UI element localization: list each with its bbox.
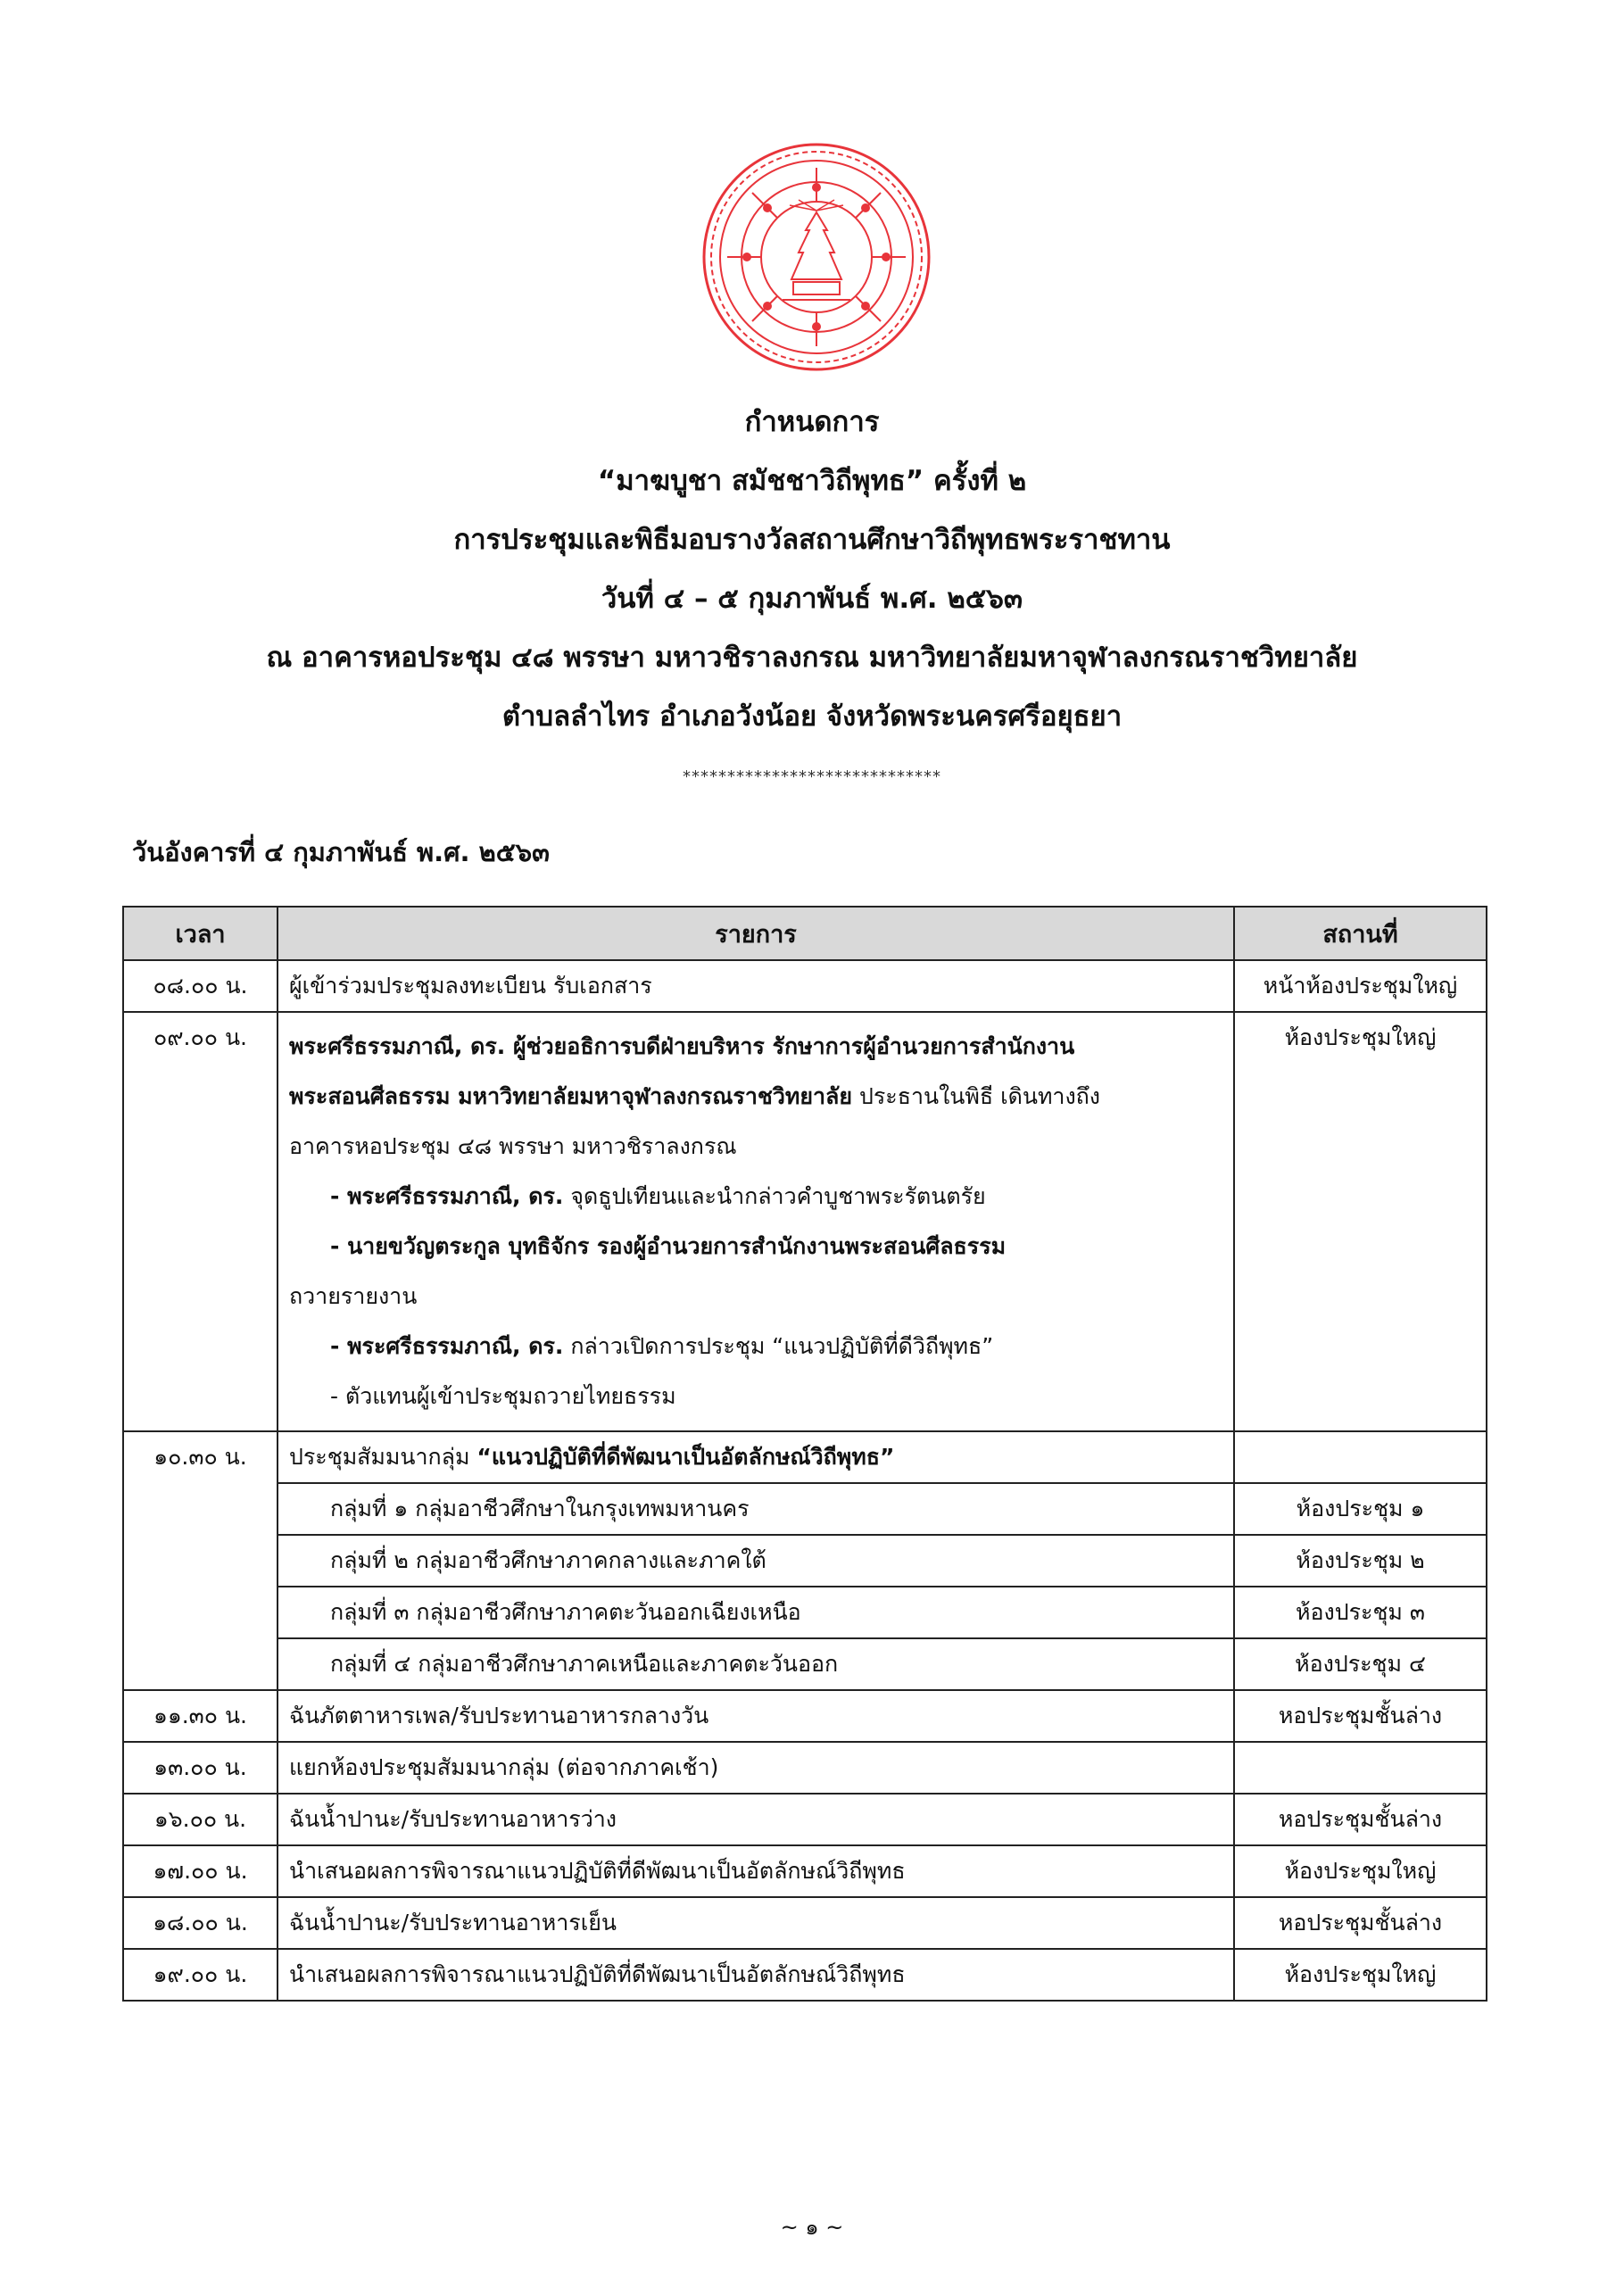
row-place: หอประชุมชั้นล่าง <box>1234 1794 1487 1845</box>
title-line-6: ตำบลลำไทร อำเภอวังน้อย จังหวัดพระนครศรีอยุธยา <box>501 700 1123 733</box>
group-item <box>278 1483 1234 1535</box>
opening-bullet-2-cont: ถวายรายงาน <box>289 1283 418 1309</box>
table-header-row <box>123 907 1487 960</box>
opening-bullet-4: - ตัวแทนผู้เข้าประชุมถวายไทยธรรม <box>330 1383 676 1409</box>
row-time: ๐๙.๐๐ น. <box>123 1012 278 1431</box>
table-row <box>123 1431 1487 1483</box>
title-line-2: “มาฆบูชา สมัชชาวิถีพุทธ” ครั้งที่ ๒ <box>597 465 1027 497</box>
header-item: รายการ <box>278 907 1234 960</box>
university-seal <box>700 141 932 373</box>
row-time: ๑๓.๐๐ น. <box>123 1742 278 1794</box>
separator: ***************************** <box>683 767 941 786</box>
title-line-3: การประชุมและพิธีมอบรางวัลสถานศึกษาวิถีพุทธพระราชทาน <box>453 524 1171 556</box>
document-title <box>125 393 1499 746</box>
row-item: แยกห้องประชุมสัมมนากลุ่ม (ต่อจากภาคเช้า) <box>278 1742 1234 1794</box>
row-time: ๑๘.๐๐ น. <box>123 1897 278 1949</box>
row-place: หน้าห้องประชุมใหญ่ <box>1234 960 1487 1012</box>
row-place <box>1234 1431 1487 1483</box>
row-time: ๑๙.๐๐ น. <box>123 1949 278 2001</box>
row-time: ๑๖.๐๐ น. <box>123 1794 278 1845</box>
opening-bullet-2: - นายขวัญตระกูล บุทธิจักร รองผู้อำนวยการสำนักงานพระสอนศีลธรรม <box>330 1233 1007 1259</box>
row-place: ห้องประชุมใหญ่ <box>1234 1012 1487 1431</box>
opening-bullet-3 <box>289 1322 1222 1372</box>
row-item: นำเสนอผลการพิจารณาแนวปฏิบัติที่ดีพัฒนาเป็นอัตลักษณ์วิถีพุทธ <box>278 1949 1234 2001</box>
opening-line-2-rest: ประธานในพิธี เดินทางถึง <box>852 1083 1101 1109</box>
header-time: เวลา <box>123 907 278 960</box>
opening-line-2 <box>289 1072 1222 1122</box>
group-label: กลุ่มที่ ๒ กลุ่มอาชีวศึกษาภาคกลางและภาคใต้ <box>330 1547 766 1573</box>
group-label: กลุ่มที่ ๓ กลุ่มอาชีวศึกษาภาคตะวันออกเฉียงเหนือ <box>330 1599 801 1625</box>
row-time: ๐๘.๐๐ น. <box>123 960 278 1012</box>
bullet-3-bold: - พระศรีธรรมภาณี, ดร. <box>330 1333 564 1359</box>
table-row <box>123 1742 1487 1794</box>
bullet-1-bold: - พระศรีธรรมภาณี, ดร. <box>330 1183 564 1209</box>
university-seal-icon <box>700 141 932 373</box>
row-item-seminar <box>278 1431 1234 1483</box>
table-row <box>123 1794 1487 1845</box>
row-time: ๑๗.๐๐ น. <box>123 1845 278 1897</box>
title-line-5: ณ อาคารหอประชุม ๔๘ พรรษา มหาวชิราลงกรณ มหาวิทยาลัยมหาจุฬาลงกรณราชวิทยาลัย <box>266 642 1358 674</box>
table-row <box>123 1949 1487 2001</box>
page-number: ~ ๑ ~ <box>780 2215 844 2240</box>
bullet-1-rest: จุดธูปเทียนและนำกล่าวคำบูชาพระรัตนตรัย <box>563 1183 986 1209</box>
group-label: กลุ่มที่ ๔ กลุ่มอาชีวศึกษาภาคเหนือและภาคตะวันออก <box>330 1651 839 1677</box>
table-row <box>123 1535 1487 1587</box>
day-heading: วันอังคารที่ ๔ กุมภาพันธ์ พ.ศ. ๒๕๖๓ <box>132 837 550 867</box>
table-row <box>123 1012 1487 1431</box>
group-item <box>278 1638 1234 1690</box>
group-item <box>278 1587 1234 1638</box>
table-row <box>123 1690 1487 1742</box>
row-item: ฉันน้ำปานะ/รับประทานอาหารเย็น <box>278 1897 1234 1949</box>
row-place: หอประชุมชั้นล่าง <box>1234 1897 1487 1949</box>
group-label: กลุ่มที่ ๑ กลุ่มอาชีวศึกษาในกรุงเทพมหานคร <box>330 1496 750 1521</box>
row-time: ๑๐.๓๐ น. <box>123 1431 278 1690</box>
row-place: ห้องประชุมใหญ่ <box>1234 1845 1487 1897</box>
row-time: ๑๑.๓๐ น. <box>123 1690 278 1742</box>
table-row <box>123 1897 1487 1949</box>
schedule-table <box>122 906 1487 2002</box>
table-row <box>123 1638 1487 1690</box>
opening-line-2-bold: พระสอนศีลธรรม มหาวิทยาลัยมหาจุฬาลงกรณราชวิทยาลัย <box>289 1083 853 1109</box>
row-place: หอประชุมชั้นล่าง <box>1234 1690 1487 1742</box>
group-place: ห้องประชุม ๑ <box>1234 1483 1487 1535</box>
table-row <box>123 960 1487 1012</box>
title-line-1: กำหนดการ <box>744 406 880 438</box>
header-place: สถานที่ <box>1234 907 1487 960</box>
row-item: นำเสนอผลการพิจารณาแนวปฏิบัติที่ดีพัฒนาเป็นอัตลักษณ์วิถีพุทธ <box>278 1845 1234 1897</box>
title-line-4: วันที่ ๔ – ๕ กุมภาพันธ์ พ.ศ. ๒๕๖๓ <box>601 583 1023 615</box>
opening-line-1: พระศรีธรรมภาณี, ดร. ผู้ช่วยอธิการบดีฝ่ายบริหาร รักษาการผู้อำนวยการสำนักงาน <box>289 1033 1075 1059</box>
row-item: ผู้เข้าร่วมประชุมลงทะเบียน รับเอกสาร <box>278 960 1234 1012</box>
table-row <box>123 1845 1487 1897</box>
row-place <box>1234 1742 1487 1794</box>
row-place: ห้องประชุมใหญ่ <box>1234 1949 1487 2001</box>
table-row <box>123 1587 1487 1638</box>
opening-bullet-1 <box>289 1172 1222 1222</box>
seminar-prefix: ประชุมสัมมนากลุ่ม <box>289 1444 477 1470</box>
row-item: ฉันน้ำปานะ/รับประทานอาหารว่าง <box>278 1794 1234 1845</box>
row-item-opening-ceremony <box>278 1012 1234 1431</box>
group-place: ห้องประชุม ๔ <box>1234 1638 1487 1690</box>
group-item <box>278 1535 1234 1587</box>
table-row <box>123 1483 1487 1535</box>
seminar-title: “แนวปฏิบัติที่ดีพัฒนาเป็นอัตลักษณ์วิถีพุทธ” <box>476 1444 895 1470</box>
bullet-3-rest: กล่าวเปิดการประชุม “แนวปฏิบัติที่ดีวิถีพุทธ” <box>563 1333 994 1359</box>
row-item: ฉันภัตตาหารเพล/รับประทานอาหารกลางวัน <box>278 1690 1234 1742</box>
group-place: ห้องประชุม ๒ <box>1234 1535 1487 1587</box>
opening-line-3: อาคารหอประชุม ๔๘ พรรษา มหาวชิราลงกรณ <box>289 1133 737 1159</box>
group-place: ห้องประชุม ๓ <box>1234 1587 1487 1638</box>
